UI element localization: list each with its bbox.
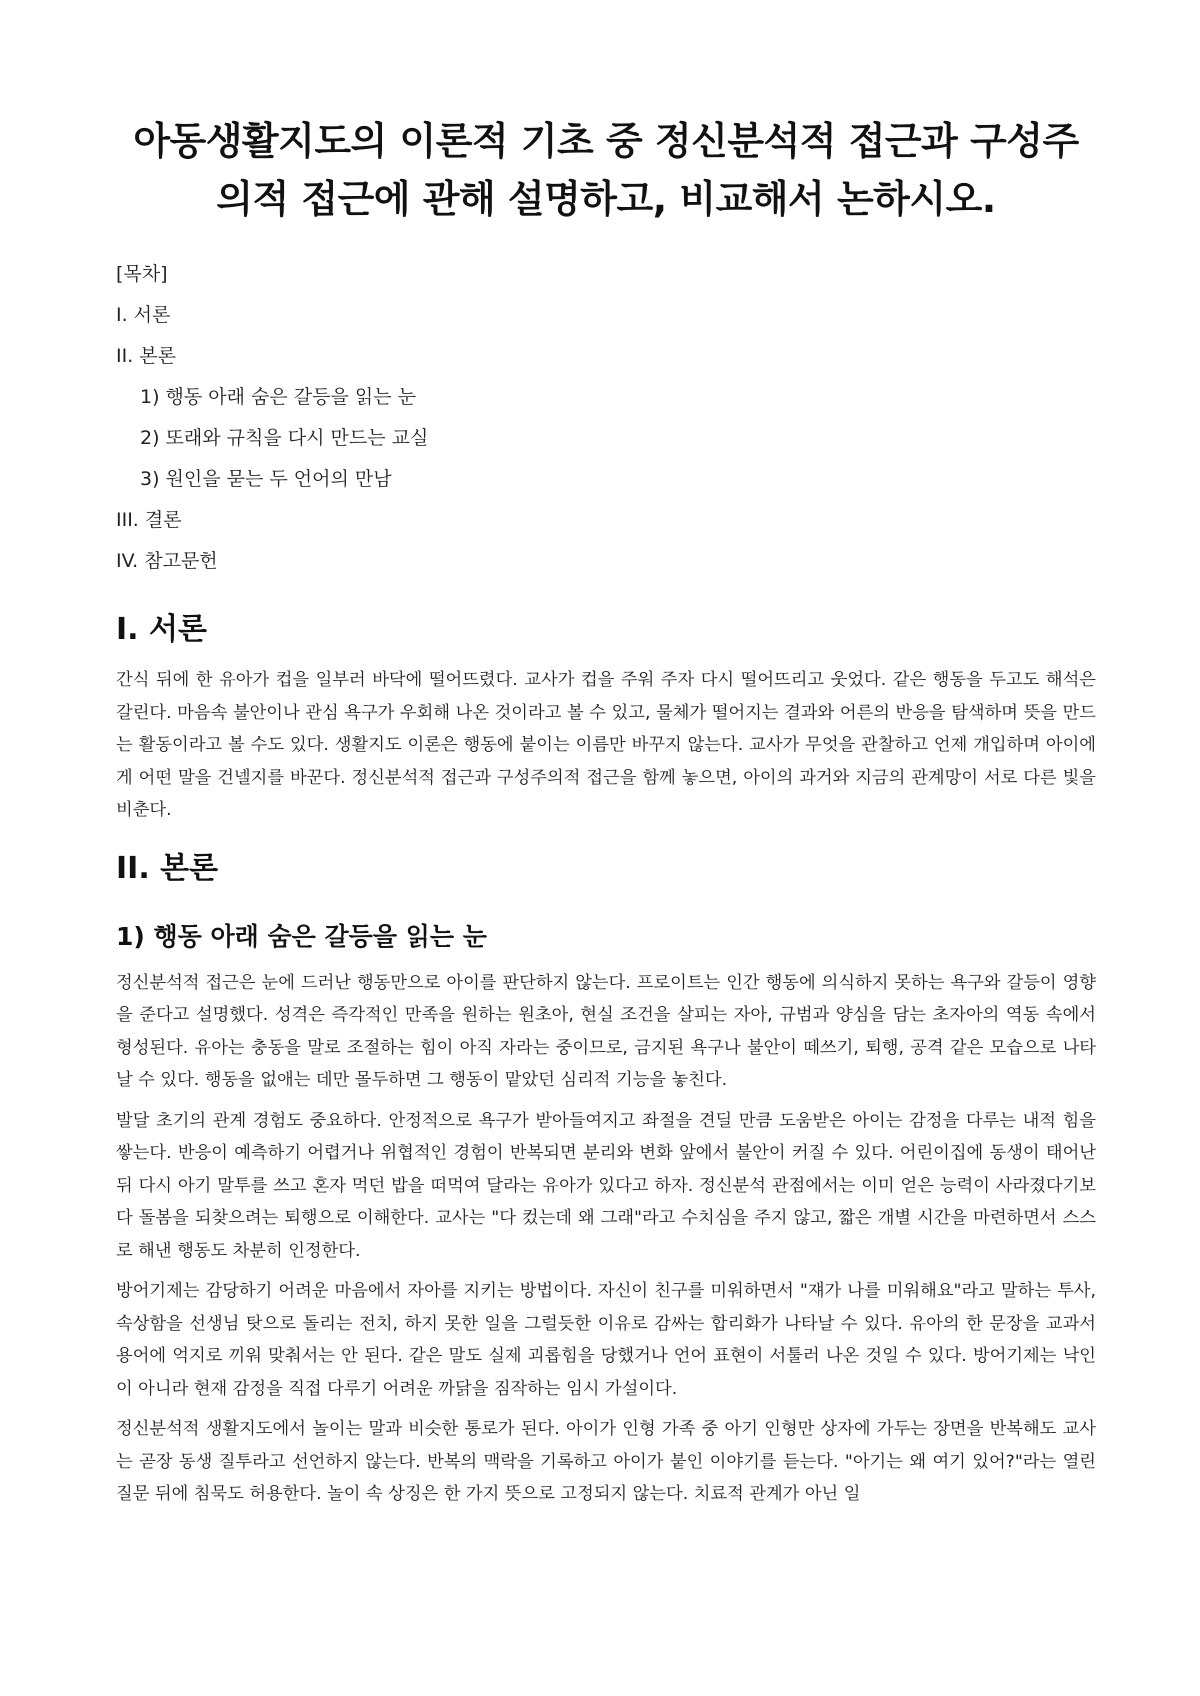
toc-item-body: II. 본론	[116, 345, 176, 367]
document-title: 아동생활지도의 이론적 기초 중 정신분석적 접근과 구성주의적 접근에 관해 설명하고, 비교해서 논하시오.	[133, 119, 1079, 221]
toc-item-intro: I. 서론	[116, 304, 171, 326]
body-paragraph: 방어기제는 감당하기 어려운 마음에서 자아를 지키는 방법이다. 자신이 친구를 미워하면서 "쟤가 나를 미워해요"라고 말하는 투사, 속상함을 선생님 탓으로 돌리는 전치, 하지 못한 일을 그럴듯한 이유로 감싸는 합리화가 나타날 수 있다. 유아의 한 문장을 교과서 용어에 억지로 끼워 맞춰서는 안 된다. 같은 말도 실제 괴롭힘을 당했거나 언어 표현이 서툴러 나온 것일 수 있다. 방어기제는 낙인이 아니라 현재 감정을 직접 다루기 어려운 까닭을 짐작하는 임시 가설이다.	[116, 1281, 1096, 1399]
section-heading-body: II. 본론	[116, 850, 219, 886]
toc-item-references: IV. 참고문헌	[116, 550, 218, 572]
toc-item-body-1: 1) 행동 아래 숨은 갈등을 읽는 눈	[140, 386, 416, 408]
body-paragraph: 정신분석적 접근은 눈에 드러난 행동만으로 아이를 판단하지 않는다. 프로이트는 인간 행동에 의식하지 못하는 욕구와 갈등이 영향을 준다고 설명했다. 성격은 즉각적인 만족을 원하는 원초아, 현실 조건을 살피는 자아, 규범과 양심을 담는 초자아의 역동 속에서 형성된다. 유아는 충동을 말로 조절하는 힘이 아직 자라는 중이므로, 금지된 욕구나 불안이 떼쓰기, 퇴행, 공격 같은 모습으로 나타날 수 있다. 행동을 없애는 데만 몰두하면 그 행동이 맡았던 심리적 기능을 놓친다.	[116, 972, 1096, 1090]
toc-item-conclusion: III. 결론	[116, 509, 182, 531]
subsection-heading-1: 1) 행동 아래 숨은 갈등을 읽는 눈	[116, 921, 487, 951]
section-heading-intro: I. 서론	[116, 612, 207, 647]
body-paragraph: 정신분석적 생활지도에서 놀이는 말과 비슷한 통로가 된다. 아이가 인형 가족 중 아기 인형만 상자에 가두는 장면을 반복해도 교사는 곧장 동생 질투라고 선언하지 않는다. 반복의 맥락을 기록하고 아이가 붙인 이야기를 듣는다. "아기는 왜 여기 있어?"라는 열린 질문 뒤에 침묵도 허용한다. 놀이 속 상징은 한 가지 뜻으로 고정되지 않는다. 치료적 관계가 아닌 일	[116, 1419, 1096, 1504]
toc-item-body-2: 2) 또래와 규칙을 다시 만드는 교실	[140, 427, 429, 449]
toc-item-body-3: 3) 원인을 묻는 두 언어의 만남	[140, 468, 392, 490]
intro-paragraph: 간식 뒤에 한 유아가 컵을 일부러 바닥에 떨어뜨렸다. 교사가 컵을 주워 주자 다시 떨어뜨리고 웃었다. 같은 행동을 두고도 해석은 갈린다. 마음속 불안이나 관심 욕구가 우회해 나온 것이라고 볼 수 있고, 물체가 떨어지는 결과와 어른의 반응을 탐색하며 뜻을 만드는 활동이라고 볼 수도 있다. 생활지도 이론은 행동에 붙이는 이름만 바꾸지 않는다. 교사가 무엇을 관찰하고 언제 개입하며 아이에게 어떤 말을 건넬지를 바꾼다. 정신분석적 접근과 구성주의적 접근을 함께 놓으면, 아이의 과거와 지금의 관계망이 서로 다른 빛을 비춘다.	[116, 670, 1096, 820]
table-of-contents	[116, 254, 1096, 582]
toc-label: [목차]	[116, 263, 168, 285]
body-paragraph: 발달 초기의 관계 경험도 중요하다. 안정적으로 욕구가 받아들여지고 좌절을 견딜 만큼 도움받은 아이는 감정을 다루는 내적 힘을 쌓는다. 반응이 예측하기 어렵거나 위협적인 경험이 반복되면 분리와 변화 앞에서 불안이 커질 수 있다. 어린이집에 동생이 태어난 뒤 다시 아기 말투를 쓰고 혼자 먹던 밥을 떠먹여 달라는 유아가 있다고 하자. 정신분석 관점에서는 이미 얻은 능력이 사라졌다기보다 돌봄을 되찾으려는 퇴행으로 이해한다. 교사는 "다 컸는데 왜 그래"라고 수치심을 주지 않고, 짧은 개별 시간을 마련하면서 스스로 해낸 행동도 차분히 인정한다.	[116, 1110, 1096, 1261]
